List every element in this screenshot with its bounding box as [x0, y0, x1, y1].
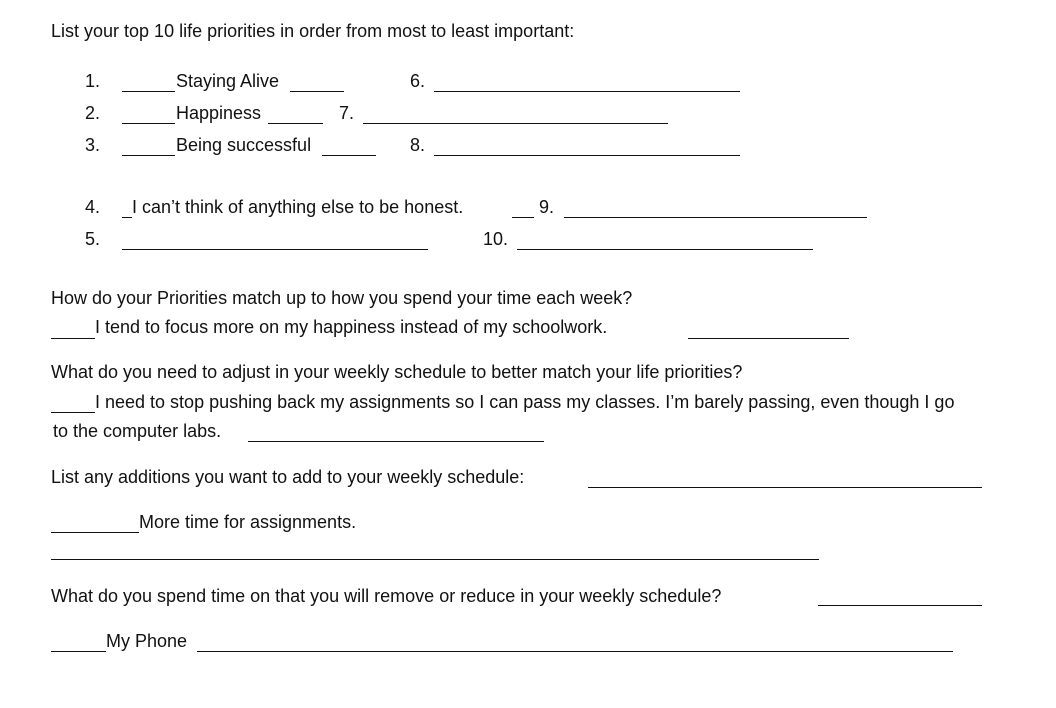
answer-schedule-adjust-blank-pre [51, 412, 95, 413]
priority-line-7[interactable] [363, 123, 668, 124]
question-additions-line[interactable] [588, 487, 982, 488]
question-remove-reduce-line[interactable] [818, 605, 982, 606]
answer-schedule-adjust[interactable]: I need to stop pushing back my assignments so I can pass my classes. I’m barely passing, even though I go [95, 392, 955, 412]
answer-additions-line[interactable] [51, 559, 819, 560]
priority-answer-3[interactable]: Being successful [176, 135, 312, 155]
priority-number-5: 5. [85, 229, 101, 249]
priority-line-9[interactable] [564, 217, 867, 218]
priority-blank-1-post [290, 91, 344, 92]
page-heading: List your top 10 life priorities in order from most to least important: [51, 21, 575, 41]
priority-line-6[interactable] [434, 91, 740, 92]
priority-number-7: 7. [339, 103, 355, 123]
answer-schedule-adjust-line[interactable] [248, 441, 544, 442]
answer-remove-reduce-blank-pre [51, 651, 106, 652]
priority-number-6: 6. [410, 71, 426, 91]
priority-line-5[interactable] [122, 249, 428, 250]
answer-time-match[interactable]: I tend to focus more on my happiness instead of my schoolwork. [95, 317, 608, 337]
answer-additions[interactable]: More time for assignments. [139, 512, 357, 532]
priority-answer-2[interactable]: Happiness [176, 103, 262, 123]
question-remove-reduce: What do you spend time on that you will remove or reduce in your weekly schedule? [51, 586, 722, 606]
priority-answer-1[interactable]: Staying Alive [176, 71, 280, 91]
answer-time-match-line[interactable] [688, 338, 849, 339]
priority-blank-4-pre [122, 217, 132, 218]
answer-additions-blank-pre [51, 532, 139, 533]
priority-number-4: 4. [85, 197, 101, 217]
priority-line-8[interactable] [434, 155, 740, 156]
priority-blank-2-post [268, 123, 323, 124]
answer-remove-reduce-line[interactable] [197, 651, 953, 652]
answer-time-match-blank-pre [51, 338, 95, 339]
answer-schedule-adjust-continued[interactable]: to the computer labs. [53, 421, 222, 441]
question-additions: List any additions you want to add to your weekly schedule: [51, 467, 525, 487]
priority-number-3: 3. [85, 135, 101, 155]
priority-number-9: 9. [539, 197, 555, 217]
question-schedule-adjust: What do you need to adjust in your weekly schedule to better match your life priorities? [51, 362, 743, 382]
priority-blank-3-post [322, 155, 376, 156]
priority-line-10[interactable] [517, 249, 813, 250]
priority-number-2: 2. [85, 103, 101, 123]
priority-answer-4[interactable]: I can’t think of anything else to be honest. [132, 197, 464, 217]
priority-blank-3-pre [122, 155, 175, 156]
priority-blank-4-post [512, 217, 534, 218]
priority-blank-1-pre [122, 91, 175, 92]
question-time-match: How do your Priorities match up to how you spend your time each week? [51, 288, 633, 308]
priority-blank-2-pre [122, 123, 175, 124]
answer-remove-reduce[interactable]: My Phone [106, 631, 188, 651]
priority-number-8: 8. [410, 135, 426, 155]
priority-number-1: 1. [85, 71, 101, 91]
priority-number-10: 10. [483, 229, 509, 249]
